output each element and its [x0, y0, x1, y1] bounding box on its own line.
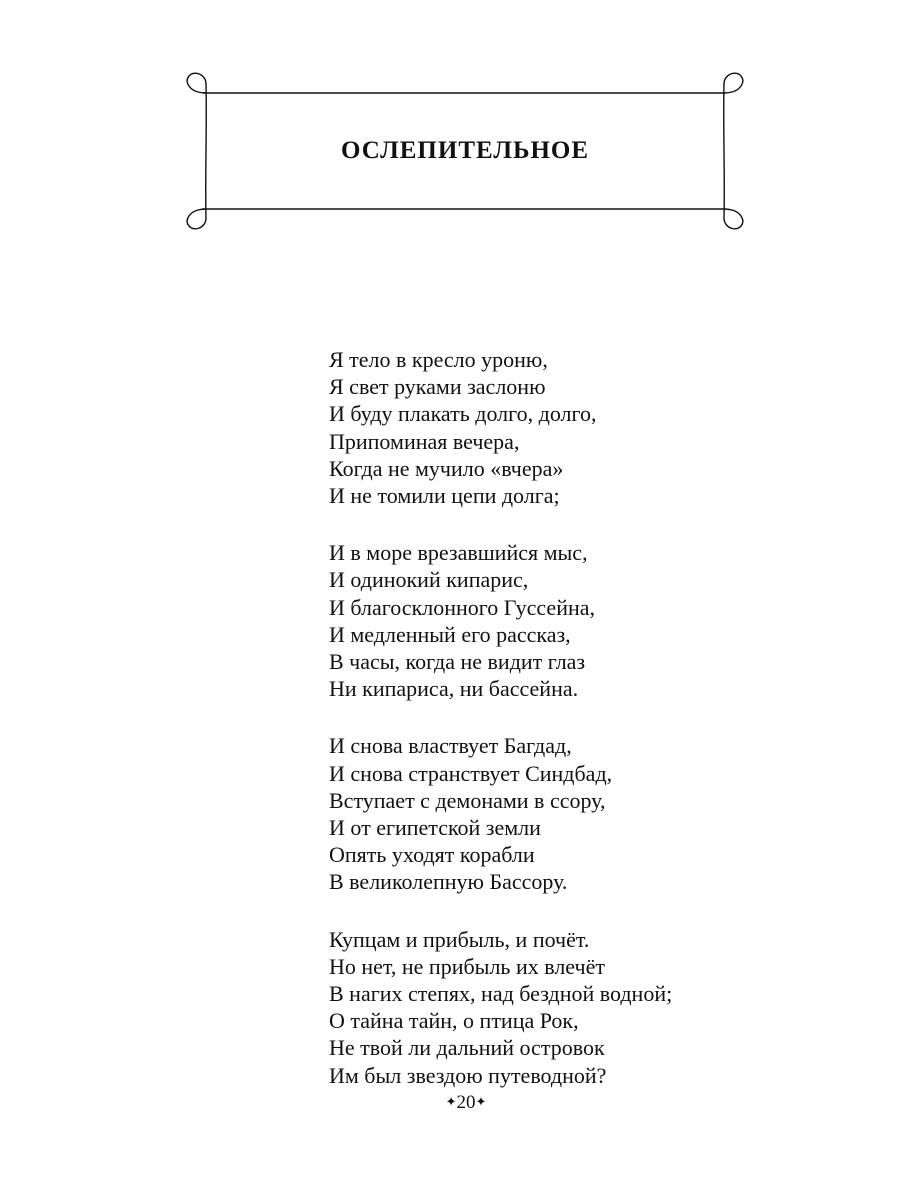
page-footer — [0, 1090, 900, 1115]
stanza — [329, 732, 849, 895]
poem-line: Опять уходят корабли — [329, 842, 535, 868]
curl-bottom-left — [187, 209, 206, 229]
page-number: 20 — [456, 1092, 476, 1113]
poem-line: И медленный его рассказ, — [329, 621, 571, 647]
poem-line: И от египетской земли — [329, 815, 541, 841]
star-ornament-icon: ✦ — [445, 1094, 457, 1109]
poem-line: Купцам и прибыль, и почёт. — [329, 926, 590, 952]
poem-line: Я свет руками заслоню — [329, 374, 546, 400]
star-ornament-icon: ✦ — [475, 1094, 487, 1109]
poem-line: Вступает с демонами в ссору, — [329, 787, 606, 813]
poem-line: И одинокий кипарис, — [329, 567, 529, 593]
poem-title: ОСЛЕПИТЕЛЬНОЕ — [340, 137, 590, 164]
poem-line: В часы, когда не видит глаз — [329, 649, 586, 675]
poem-line: И снова властвует Багдад, — [329, 733, 572, 759]
poem-line: И не томили цепи долга; — [329, 483, 560, 509]
poem-line: О тайна тайн, о птица Рок, — [329, 1008, 579, 1034]
poem-line: Не твой ли дальний островок — [329, 1035, 605, 1061]
poem-line: Когда не мучило «вчера» — [329, 455, 564, 481]
poem-line: И буду плакать долго, долго, — [329, 401, 597, 427]
stanza — [329, 926, 849, 1089]
poem-line: И благосклонного Гуссейна, — [329, 594, 596, 620]
poem-line: В нагих степях, над бездной водной; — [329, 981, 673, 1007]
poem-line: И снова странствует Синдбад, — [329, 760, 613, 786]
curl-top-right — [724, 73, 743, 93]
stanza — [329, 539, 849, 702]
title-frame — [180, 66, 750, 236]
poem-line: В великолепную Бассору. — [329, 869, 568, 895]
poem-line: Я тело в кресло уроню, — [329, 347, 548, 372]
poem-line: Припоминая вечера, — [329, 428, 520, 454]
curl-top-left — [187, 73, 206, 93]
poem-line: Ни кипариса, ни бассейна. — [329, 676, 579, 702]
poem-line: Им был звездою путеводной? — [329, 1062, 607, 1088]
stanza — [329, 346, 849, 509]
poem-body — [329, 346, 849, 1119]
poem-line: И в море врезавшийся мыс, — [329, 540, 588, 566]
poem-line: Но нет, не прибыль их влечёт — [329, 953, 605, 979]
curl-bottom-right — [724, 209, 743, 229]
